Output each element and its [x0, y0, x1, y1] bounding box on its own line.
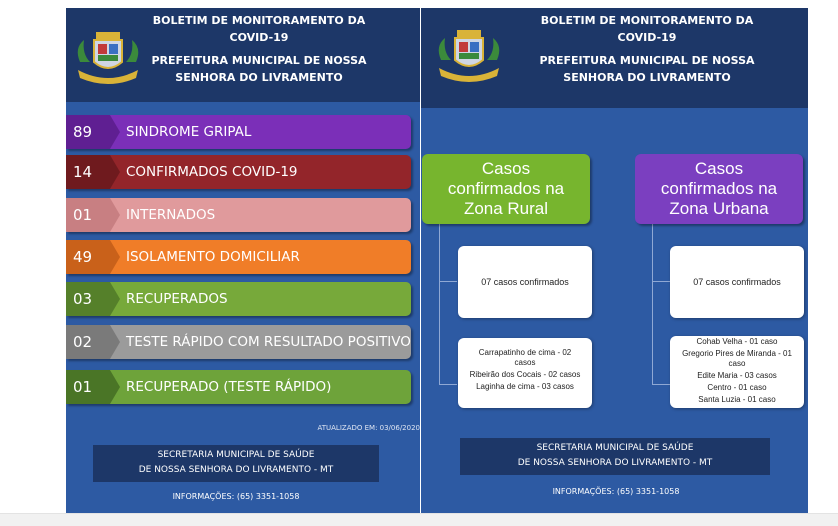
stat-number: 03: [73, 290, 93, 308]
rural-title-line1: Casos: [481, 159, 531, 178]
updated-date: ATUALIZADO EM: 03/06/2020: [317, 424, 420, 432]
page-bottom-bar: [0, 513, 838, 526]
left-bulletin-panel: [66, 8, 420, 513]
prefeitura-line1: PREFEITURA MUNICIPAL DE NOSSA: [539, 54, 755, 67]
urbana-connector: [652, 224, 653, 384]
info-phone: INFORMAÇÕES: (65) 3351-1058: [172, 492, 300, 501]
prefeitura-line1: PREFEITURA MUNICIPAL DE NOSSA: [151, 54, 367, 67]
urbana-location: caso: [728, 359, 746, 368]
footer-line1: SECRETARIA MUNICIPAL DE SAÚDE: [157, 450, 315, 460]
rural-connector: [439, 281, 457, 282]
urbana-locations-card: [670, 336, 804, 408]
urbana-location: Centro - 01 caso: [707, 383, 767, 392]
stat-label: RECUPERADOS: [126, 291, 228, 307]
urbana-title-line3: Zona Urbana: [669, 199, 769, 218]
rural-zone-title: [422, 154, 590, 224]
footer-line2: DE NOSSA SENHORA DO LIVRAMENTO - MT: [517, 458, 713, 468]
prefeitura-line2: SENHORA DO LIVRAMENTO: [175, 71, 343, 84]
stat-number: 14: [73, 163, 93, 181]
footer-line1: SECRETARIA MUNICIPAL DE SAÚDE: [536, 443, 694, 453]
stat-row: [66, 115, 411, 149]
stat-number: 02: [73, 333, 93, 351]
stat-number: 01: [73, 206, 93, 224]
bulletin-title-line1: BOLETIM DE MONITORAMENTO DA: [540, 14, 754, 27]
left-footer-box: [93, 445, 379, 482]
urbana-location: Edite Maria - 03 casos: [697, 371, 777, 380]
rural-total: 07 casos confirmados: [481, 277, 569, 287]
rural-connector: [439, 224, 440, 384]
urbana-connector: [652, 281, 670, 282]
left-header-title: [142, 12, 376, 86]
urbana-total: 07 casos confirmados: [693, 277, 781, 287]
left-header: [66, 8, 420, 102]
urbana-zone-title: [635, 154, 803, 224]
stat-label: ISOLAMENTO DOMICILIAR: [126, 249, 300, 265]
stat-label: RECUPERADO (TESTE RÁPIDO): [126, 379, 332, 395]
rural-location: casos: [514, 358, 536, 367]
rural-title-line3: Zona Rural: [463, 199, 549, 218]
right-bulletin-panel: [421, 8, 808, 513]
stat-label: SINDROME GRIPAL: [126, 124, 252, 140]
rural-locations-card: [458, 338, 592, 408]
stat-number: 49: [73, 248, 93, 266]
urbana-title-line1: Casos: [694, 159, 744, 178]
coat-of-arms-icon: [72, 28, 144, 88]
right-header-title: [517, 12, 777, 86]
stat-label: CONFIRMADOS COVID-19: [126, 164, 298, 180]
urbana-location: Gregorio Pires de Miranda - 01: [682, 349, 792, 358]
stat-row: [66, 240, 411, 274]
stat-label: TESTE RÁPIDO COM RESULTADO POSITIVO: [126, 334, 411, 350]
rural-title-line2: confirmados na: [447, 179, 565, 198]
rural-connector: [439, 384, 457, 385]
rural-location: Laginha de cima - 03 casos: [476, 382, 574, 391]
urbana-location: Santa Luzia - 01 caso: [698, 395, 776, 404]
stat-row: [66, 155, 411, 189]
coat-of-arms-icon: [433, 26, 505, 86]
urbana-title-line2: confirmados na: [660, 179, 778, 198]
stat-number: 01: [73, 378, 93, 396]
urbana-total-card: [670, 246, 804, 318]
bulletin-title-line1: BOLETIM DE MONITORAMENTO DA: [152, 14, 366, 27]
bulletin-title-line2: COVID-19: [229, 31, 289, 44]
stat-row: [66, 325, 411, 359]
bulletin-title-line2: COVID-19: [617, 31, 677, 44]
prefeitura-line2: SENHORA DO LIVRAMENTO: [563, 71, 731, 84]
stat-row: [66, 282, 411, 316]
rural-location: Ribeirão dos Cocais - 02 casos: [469, 370, 581, 379]
stat-row: [66, 370, 411, 404]
urbana-location: Cohab Velha - 01 caso: [696, 337, 778, 346]
footer-line2: DE NOSSA SENHORA DO LIVRAMENTO - MT: [138, 465, 334, 475]
info-phone: INFORMAÇÕES: (65) 3351-1058: [552, 487, 680, 496]
right-header: [421, 8, 808, 108]
stat-number: 89: [73, 123, 93, 141]
rural-location: Carrapatinho de cima - 02: [478, 348, 572, 357]
rural-total-card: [458, 246, 592, 318]
urbana-connector: [652, 384, 670, 385]
stat-row: [66, 198, 411, 232]
right-footer-box: [460, 438, 770, 475]
stat-label: INTERNADOS: [126, 207, 216, 223]
